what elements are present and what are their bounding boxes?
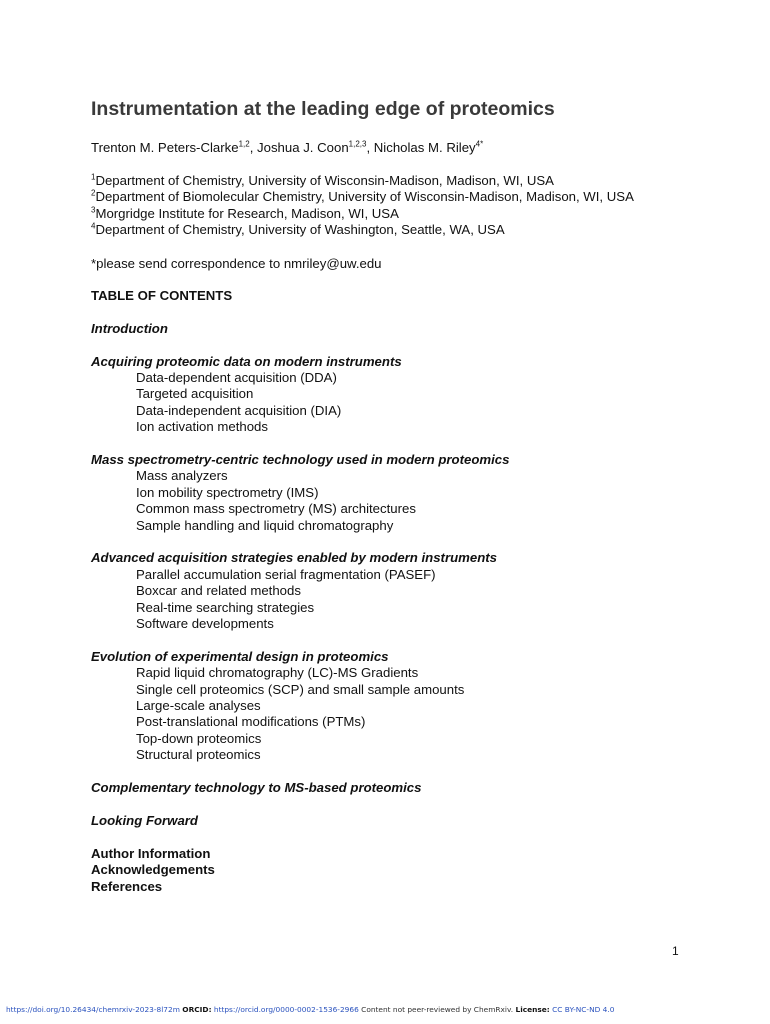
- author-2: Nicholas M. Riley$^{4*}$: [373, 139, 484, 155]
- toc-subitem: Real-time searching strategies: [136, 599, 315, 615]
- author-0: Trenton M. Peters-Clarke$^{1,2}$,: [91, 139, 258, 155]
- toc-section: [91, 813, 509, 829]
- toc-subitem: Post-translational modifications (PTMs): [136, 714, 366, 730]
- toc-section-title: Looking Forward: [91, 812, 198, 828]
- peer-review-note: Content not peer-reviewed by ChemRxiv.: [361, 1005, 514, 1014]
- toc-subitem: Structural proteomics: [136, 747, 261, 763]
- toc-section: [91, 452, 509, 534]
- page-number: 1: [672, 944, 679, 958]
- toc-subitem: Common mass spectrometry (MS) architectures: [136, 501, 416, 517]
- toc-subitem: Software developments: [136, 616, 274, 632]
- toc-subitem: Targeted acquisition: [136, 386, 254, 402]
- toc-section: [91, 550, 509, 632]
- correspondence-note: *please send correspondence to nmriley@uw.edu: [91, 256, 382, 271]
- license-label: License:: [515, 1005, 550, 1014]
- toc-section-title: Advanced acquisition strategies enabled by modern instruments: [91, 550, 497, 566]
- toc-end-item: Acknowledgements: [91, 862, 215, 878]
- toc-section: [91, 649, 509, 764]
- toc-subitem: Sample handling and liquid chromatography: [136, 517, 394, 533]
- affiliation: $^4$Department of Chemistry, University of Washington, Seattle, WA, USA: [91, 221, 505, 238]
- toc-section: [91, 321, 509, 337]
- orcid-label: ORCID:: [182, 1005, 212, 1014]
- toc-section: [91, 780, 509, 796]
- toc-subitem: Mass analyzers: [136, 468, 228, 484]
- toc-subitem: Ion mobility spectrometry (IMS): [136, 484, 319, 500]
- affiliation: $^3$Morgridge Institute for Research, Madison, WI, USA: [91, 205, 399, 221]
- toc-section-title: Acquiring proteomic data on modern instruments: [91, 353, 402, 369]
- toc-heading: TABLE OF CONTENTS: [91, 288, 233, 303]
- author-list: [91, 140, 483, 155]
- toc-section-title: Introduction: [91, 320, 168, 336]
- toc-subitem: Ion activation methods: [136, 419, 268, 435]
- license-link[interactable]: CC BY-NC-ND 4.0: [552, 1005, 615, 1014]
- orcid-link[interactable]: https://orcid.org/0000-0002-1536-2966: [213, 1005, 359, 1014]
- toc-section-title: Evolution of experimental design in proteomics: [91, 648, 389, 664]
- toc-section-title: Mass spectrometry-centric technology used in modern proteomics: [91, 452, 510, 468]
- affiliation: $^1$Department of Chemistry, University of Wisconsin-Madison, Madison, WI, USA: [91, 172, 554, 188]
- chemrxiv-footer: [6, 1005, 614, 1014]
- affiliation-list: [91, 173, 634, 239]
- toc-subitem: Boxcar and related methods: [136, 583, 301, 599]
- table-of-contents: [91, 288, 509, 895]
- paper-title: Instrumentation at the leading edge of proteomics: [91, 98, 555, 120]
- toc-subitem: Rapid liquid chromatography (LC)-MS Gradients: [136, 665, 419, 681]
- toc-subitem: Top-down proteomics: [136, 730, 262, 746]
- toc-end-item: Author Information: [91, 845, 211, 861]
- toc-end-item: References: [91, 878, 163, 894]
- toc-subitem: Single cell proteomics (SCP) and small sample amounts: [136, 681, 465, 697]
- affiliation: $^2$Department of Biomolecular Chemistry, University of Wisconsin-Madison, Madison, WI, USA: [91, 189, 634, 205]
- toc-subitem: Data-dependent acquisition (DDA): [136, 370, 337, 385]
- doi-link[interactable]: https://doi.org/10.26434/chemrxiv-2023-8l72m: [6, 1005, 180, 1014]
- toc-subitem: Parallel accumulation serial fragmentation (PASEF): [136, 566, 436, 582]
- toc-section-title: Complementary technology to MS-based proteomics: [91, 780, 422, 796]
- toc-subitem: Large-scale analyses: [136, 698, 261, 714]
- toc-subitem: Data-independent acquisition (DIA): [136, 402, 342, 418]
- author-1: Joshua J. Coon$^{1,2,3}$,: [257, 139, 374, 155]
- toc-section: [91, 354, 509, 436]
